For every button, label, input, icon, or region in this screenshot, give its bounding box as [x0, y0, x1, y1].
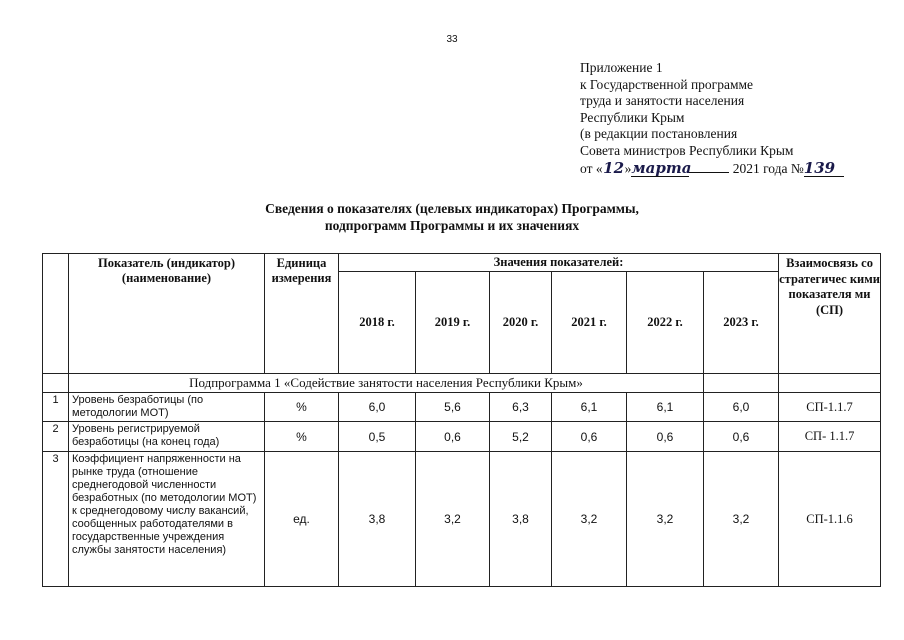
- doc-number-handwritten: 139: [804, 160, 844, 178]
- indicator-unit: %: [265, 393, 339, 422]
- indicators-table: [42, 253, 881, 587]
- value-cell: 3,2: [704, 452, 779, 587]
- subprogram-row: [43, 374, 881, 393]
- value-cell: 6,1: [627, 393, 704, 422]
- value-cell: 3,8: [490, 452, 552, 587]
- header-year: 2021 г.: [552, 272, 627, 374]
- row-number: 3: [43, 452, 69, 587]
- subprogram-empty-cell: [779, 374, 881, 393]
- date-day-handwritten: 12: [603, 158, 625, 177]
- header-year: 2018 г.: [339, 272, 416, 374]
- value-cell: 0,6: [416, 422, 490, 452]
- value-cell: 0,5: [339, 422, 416, 452]
- value-cell: 3,2: [627, 452, 704, 587]
- title-line-2: подпрограмм Программы и их значениях: [324, 218, 580, 233]
- header-year: 2020 г.: [490, 272, 552, 374]
- date-blank-line: [689, 172, 729, 173]
- value-cell: 6,0: [339, 393, 416, 422]
- header-indicator: Показатель (индикатор) (наименование): [69, 254, 265, 374]
- table-row: [43, 422, 881, 452]
- appendix-line: Совета министров Республики Крым: [580, 142, 794, 158]
- date-prefix: от «: [580, 160, 603, 176]
- row-number: 2: [43, 422, 69, 452]
- table-row: [43, 452, 881, 587]
- value-cell: 0,6: [704, 422, 779, 452]
- appendix-line: Республики Крым: [580, 109, 685, 125]
- relation-cell: СП- 1.1.7: [779, 422, 881, 452]
- header-relation: Взаимосвязь со стратегичес кими показателя ми (СП): [779, 254, 881, 374]
- document-title: [0, 200, 904, 234]
- value-cell: 5,2: [490, 422, 552, 452]
- header-num: [43, 254, 69, 374]
- relation-cell: СП-1.1.6: [779, 452, 881, 587]
- indicator-unit: ед.: [265, 452, 339, 587]
- appendix-date-line: [580, 160, 844, 178]
- indicator-unit: %: [265, 422, 339, 452]
- value-cell: 5,6: [416, 393, 490, 422]
- appendix-line: к Государственной программе: [580, 76, 754, 92]
- date-month-handwritten: марта: [631, 158, 692, 177]
- header-row-1: [43, 254, 881, 272]
- indicator-name: Уровень регистрируемой безработицы (на конец года): [69, 422, 265, 452]
- value-cell: 3,2: [552, 452, 627, 587]
- date-year: 2021 года №: [732, 160, 804, 176]
- title-line-1: Сведения о показателях (целевых индикаторах) Программы,: [265, 201, 639, 216]
- indicator-name: Коэффициент напряженности на рынке труда (отношение среднегодовой численности безработных (по методологии МОТ) к среднегодовому числу вакансий, сообщенных работодателями в государственные учреждения службы занятости населения): [69, 452, 265, 587]
- header-year: 2022 г.: [627, 272, 704, 374]
- value-cell: 6,3: [490, 393, 552, 422]
- table-row: [43, 393, 881, 422]
- value-cell: 0,6: [627, 422, 704, 452]
- indicator-name: Уровень безработицы (по методологии МОТ): [69, 393, 265, 422]
- value-cell: 6,1: [552, 393, 627, 422]
- subprogram-num-cell: [43, 374, 69, 393]
- row-number: 1: [43, 393, 69, 422]
- value-cell: 6,0: [704, 393, 779, 422]
- relation-cell: СП-1.1.7: [779, 393, 881, 422]
- value-cell: 3,8: [339, 452, 416, 587]
- appendix-block: [580, 60, 844, 177]
- page-number: 33: [446, 34, 458, 45]
- value-cell: 0,6: [552, 422, 627, 452]
- appendix-line: (в редакции постановления: [580, 126, 738, 142]
- subprogram-title: Подпрограмма 1 «Содействие занятости населения Республики Крым»: [69, 374, 704, 393]
- header-values: Значения показателей:: [339, 254, 779, 272]
- header-year: 2023 г.: [704, 272, 779, 374]
- header-year: 2019 г.: [416, 272, 490, 374]
- value-cell: 3,2: [416, 452, 490, 587]
- appendix-line: Приложение 1: [580, 60, 663, 75]
- appendix-line: труда и занятости населения: [580, 93, 745, 109]
- header-unit: Единица измерения: [265, 254, 339, 374]
- date-quote: »: [624, 160, 632, 176]
- subprogram-empty-cell: [704, 374, 779, 393]
